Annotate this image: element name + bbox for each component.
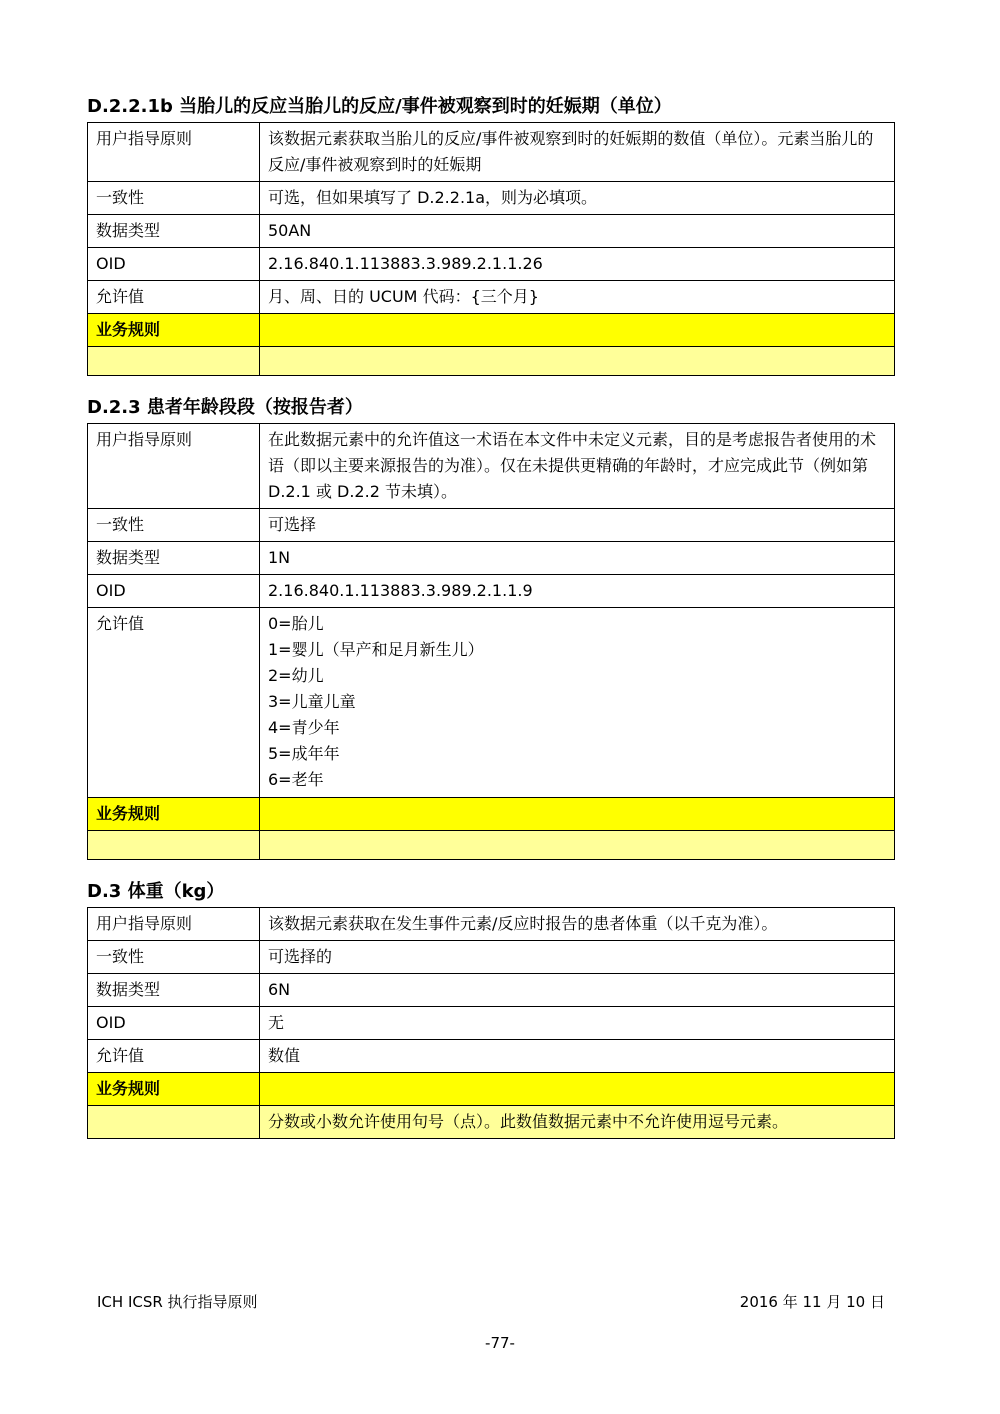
row-value: 数值: [260, 1040, 895, 1073]
business-rule-row: [88, 1106, 895, 1139]
business-rule-header-value: [260, 1073, 895, 1106]
table-row: [88, 908, 895, 941]
allowed-value-item: 1=婴儿（早产和足月新生儿）: [268, 640, 484, 659]
row-label: 数据类型: [88, 542, 260, 575]
row-label: 一致性: [88, 509, 260, 542]
row-value: 50AN: [260, 215, 895, 248]
business-rule-label: 业务规则: [88, 798, 260, 831]
row-label: OID: [88, 575, 260, 608]
table-row: [88, 215, 895, 248]
section-d2-3: [87, 393, 895, 860]
table-row: [88, 1007, 895, 1040]
table-row: [88, 941, 895, 974]
row-label: 用户指导原则: [88, 123, 260, 182]
allowed-value-item: 4=青少年: [268, 718, 340, 737]
business-rule-header-value: [260, 798, 895, 831]
row-label: 一致性: [88, 182, 260, 215]
row-value: 1N: [260, 542, 895, 575]
business-rule-header-row: [88, 1073, 895, 1106]
table-row: [88, 974, 895, 1007]
row-value: 2.16.840.1.113883.3.989.2.1.1.9: [260, 575, 895, 608]
row-value: 可选择的: [260, 941, 895, 974]
business-rule-label: 业务规则: [88, 314, 260, 347]
business-rule-value: [260, 831, 895, 860]
table-row: [88, 123, 895, 182]
field-table: [87, 907, 895, 1139]
business-rule-value: [260, 347, 895, 376]
row-label: 允许值: [88, 1040, 260, 1073]
row-value: 该数据元素获取当胎儿的反应/事件被观察到时的妊娠期的数值（单位）。元素当胎儿的反应/事件被观察到时的妊娠期: [260, 123, 895, 182]
allowed-values-list: [260, 608, 895, 798]
row-value: 可选，但如果填写了 D.2.2.1a，则为必填项。: [260, 182, 895, 215]
business-rule-label: 业务规则: [88, 1073, 260, 1106]
allowed-value-item: 2=幼儿: [268, 666, 324, 685]
field-table: [87, 122, 895, 376]
table-row: [88, 575, 895, 608]
row-label: 允许值: [88, 281, 260, 314]
business-rule-header-row: [88, 798, 895, 831]
row-label: OID: [88, 248, 260, 281]
table-row: [88, 509, 895, 542]
footer-date: 2016 年 11 月 10 日: [739, 1293, 885, 1311]
section-d2-2-1b: [87, 92, 895, 376]
allowed-value-item: 3=儿童儿童: [268, 692, 356, 711]
row-label: 一致性: [88, 941, 260, 974]
business-rule-empty-cell: [88, 831, 260, 860]
row-value: 可选择: [260, 509, 895, 542]
page-number: -77-: [485, 1334, 515, 1352]
table-row: [88, 281, 895, 314]
row-value: 无: [260, 1007, 895, 1040]
row-label: 用户指导原则: [88, 424, 260, 509]
table-row: [88, 542, 895, 575]
table-row: [88, 248, 895, 281]
business-rule-value: 分数或小数允许使用句号（点）。此数值数据元素中不允许使用逗号元素。: [260, 1106, 895, 1139]
table-row: [88, 424, 895, 509]
row-value: 在此数据元素中的允许值这一术语在本文件中未定义元素，目的是考虑报告者使用的术语（即以主要来源报告的为准）。仅在未提供更精确的年龄时，才应完成此节（例如第 D.2.1 或 D.2.2 节未填）。: [260, 424, 895, 509]
allowed-value-item: 0=胎儿: [268, 614, 324, 633]
row-value: 2.16.840.1.113883.3.989.2.1.1.26: [260, 248, 895, 281]
row-value: 该数据元素获取在发生事件元素/反应时报告的患者体重（以千克为准）。: [260, 908, 895, 941]
row-label: 数据类型: [88, 974, 260, 1007]
table-row: [88, 182, 895, 215]
allowed-value-item: 5=成年年: [268, 744, 340, 763]
section-title: D.3 体重（kg）: [87, 881, 225, 902]
footer-document-title: ICH ICSR 执行指导原则: [97, 1293, 258, 1311]
table-row: [88, 608, 895, 798]
row-label: OID: [88, 1007, 260, 1040]
section-title: D.2.3 患者年龄段段（按报告者）: [87, 397, 363, 418]
row-value: 6N: [260, 974, 895, 1007]
business-rule-header-row: [88, 314, 895, 347]
allowed-value-item: 6=老年: [268, 770, 324, 789]
table-row: [88, 1040, 895, 1073]
row-label: 数据类型: [88, 215, 260, 248]
business-rule-empty-cell: [88, 347, 260, 376]
business-rule-row: [88, 831, 895, 860]
row-value: 月、周、日的 UCUM 代码：{三个月}: [260, 281, 895, 314]
row-label: 允许值: [88, 608, 260, 798]
business-rule-row: [88, 347, 895, 376]
business-rule-header-value: [260, 314, 895, 347]
business-rule-empty-cell: [88, 1106, 260, 1139]
section-title: D.2.2.1b 当胎儿的反应当胎儿的反应/事件被观察到时的妊娠期（单位）: [87, 96, 672, 117]
field-table: [87, 423, 895, 860]
row-label: 用户指导原则: [88, 908, 260, 941]
section-d3: [87, 877, 895, 1139]
